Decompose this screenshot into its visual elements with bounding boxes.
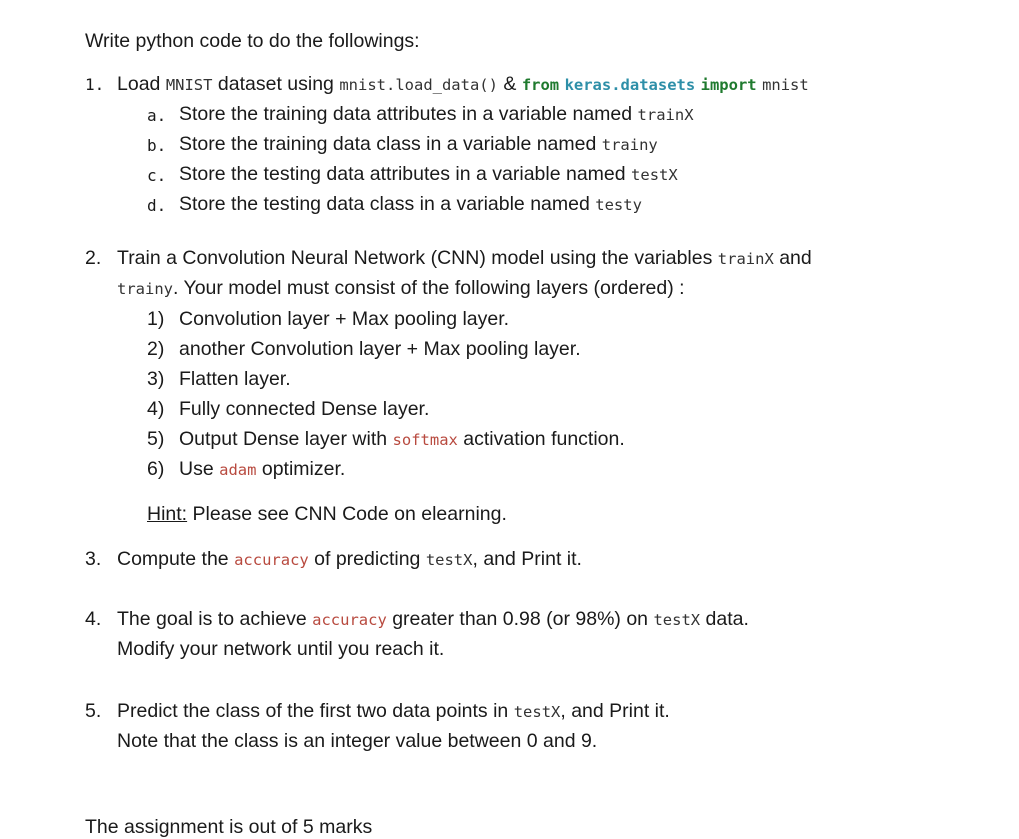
q2-item4-text: Fully connected Dense layer. [179,398,430,420]
q2-item2-text: another Convolution layer + Max pooling layer. [179,338,581,360]
q1d-label: d. [147,196,167,215]
q2-hint: Hint: Please see CNN Code on elearning. [147,503,507,525]
q3-text: Compute the accuracy of predicting testX, and Print it. [117,548,582,570]
footer-marks-text: The assignment is out of 5 marks [85,816,373,838]
q1d-text: Store the testing data class in a variable named testy [179,193,642,215]
q2-item3-text: Flatten layer. [179,368,291,390]
q1c-label: c. [147,166,167,185]
q2-item5-label: 5) [147,428,165,450]
q4-text-line1: The goal is to achieve accuracy greater than 0.98 (or 98%) on testX data. [117,608,749,630]
q2-item1-text: Convolution layer + Max pooling layer. [179,308,510,330]
q2-item5-text: Output Dense layer with softmax activation function. [179,428,625,450]
q1-import-name: mnist [762,76,809,94]
q2-item3-label: 3) [147,368,165,390]
q3-number: 3. [85,548,102,570]
q2-item4-label: 4) [147,398,165,420]
q1-text: Load MNIST dataset using mnist.load_data() & from keras.datasets import mnist [117,73,809,95]
q2-item2-label: 2) [147,338,165,360]
q1-module-name: keras.datasets [564,76,696,94]
q4-number: 4. [85,608,102,630]
q2-item6-label: 6) [147,458,165,480]
q5-text-line1: Predict the class of the first two data points in testX, and Print it. [117,700,670,722]
q1c-text: Store the testing data attributes in a variable named testX [179,163,678,185]
q5-number: 5. [85,700,102,722]
q1-mnist-code: MNIST [165,76,213,94]
q1b-text: Store the training data class in a variable named trainy [179,133,658,155]
q1a-text: Store the training data attributes in a variable named trainX [179,103,694,125]
q2-number: 2. [85,247,102,269]
q1-from-keyword: from [521,76,560,94]
q1a-label: a. [147,106,167,125]
q2-item1-label: 1) [147,308,165,330]
q1-import-keyword: import [700,76,757,94]
q5-text-line2: Note that the class is an integer value between 0 and 9. [117,730,598,752]
q2-item6-text: Use adam optimizer. [179,458,346,480]
q1-number: 1. [85,75,105,94]
q4-text-line2: Modify your network until you reach it. [117,638,445,660]
q2-text-line1: Train a Convolution Neural Network (CNN) model using the variables trainX and [117,247,812,269]
intro-text: Write python code to do the followings: [85,30,420,52]
q1-load-data-code: mnist.load_data() [339,76,498,94]
q2-text-line2: trainy. Your model must consist of the following layers (ordered) : [117,277,685,299]
q1b-label: b. [147,136,167,155]
